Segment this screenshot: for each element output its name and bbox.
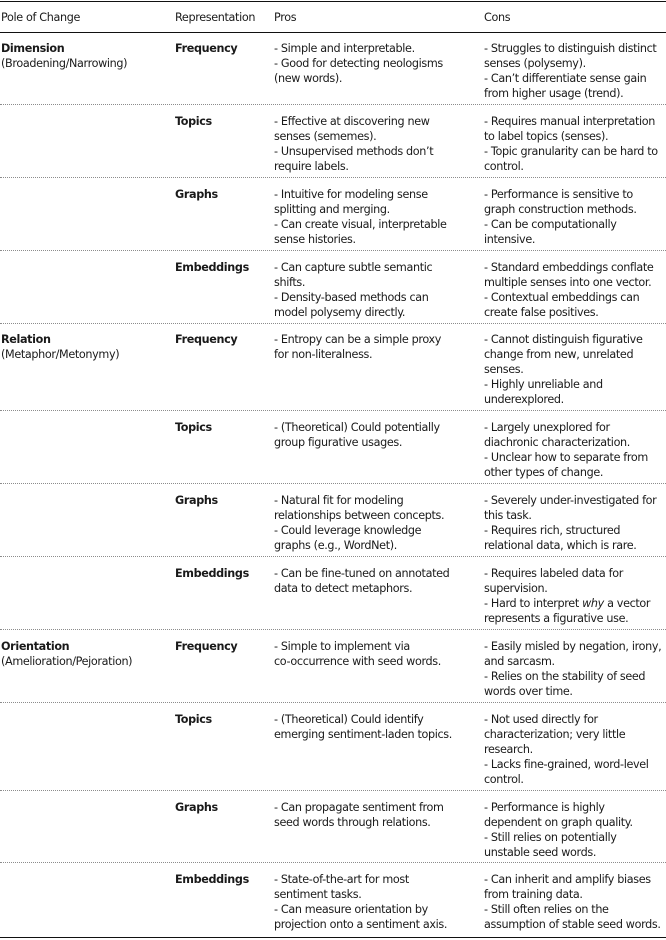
cons-line: - Still relies on potentially <box>484 831 617 844</box>
row-separator <box>0 410 666 411</box>
cons-line: intensive. <box>484 233 536 246</box>
cons-line <box>484 581 650 596</box>
cons-line: from training data. <box>484 888 583 901</box>
cons-line: multiple senses into one vector. <box>484 276 652 289</box>
header-rule <box>0 32 666 33</box>
pros-line: - Can capture subtle semantic <box>274 261 433 274</box>
cons-text: represents a figurative use. <box>484 612 629 625</box>
pros-line: projection onto a sentiment axis. <box>274 918 448 931</box>
pros-line: - Intuitive for modeling sense <box>274 188 428 201</box>
cons-line: - Unclear how to separate from <box>484 451 648 464</box>
cons-text: supervision. <box>484 582 548 595</box>
cons-line <box>484 611 650 626</box>
row-separator <box>0 483 666 484</box>
pros-cell <box>274 872 447 932</box>
cons-cell <box>484 566 650 626</box>
pros-line: - Can propagate sentiment from <box>274 801 444 814</box>
row-separator <box>0 629 666 630</box>
cons-line: - Not used directly for <box>484 713 598 726</box>
representation-label: Topics <box>175 421 212 434</box>
pros-cell <box>274 493 444 553</box>
row-separator <box>0 250 666 251</box>
cons-line: create false positives. <box>484 306 599 319</box>
bottom-rule <box>0 937 666 938</box>
representation-label: Graphs <box>175 188 218 201</box>
representation-label: Frequency <box>175 42 238 55</box>
pros-line: - Natural fit for modeling <box>274 494 404 507</box>
representation-label: Topics <box>175 115 212 128</box>
cons-line: research. <box>484 743 533 756</box>
pros-line: require labels. <box>274 160 349 173</box>
cons-cell <box>484 493 656 553</box>
pros-line: for non-literalness. <box>274 348 373 361</box>
cons-line: - Can’t differentiate sense gain <box>484 72 647 85</box>
cons-line: - Lacks fine-grained, word-level <box>484 758 649 771</box>
row-separator <box>0 790 666 791</box>
cons-line: change from new, unrelated <box>484 348 634 361</box>
cons-line: other types of change. <box>484 466 604 479</box>
pros-line: - Can be fine-tuned on annotated <box>274 567 450 580</box>
header-pros: Pros <box>274 11 297 24</box>
pros-line: - Simple and interpretable. <box>274 42 415 55</box>
cons-text: a vector <box>603 597 651 610</box>
cons-line: and sarcasm. <box>484 655 555 668</box>
cons-cell <box>484 639 661 699</box>
pole-cell <box>1 332 119 362</box>
cons-line: - Contextual embeddings can <box>484 291 640 304</box>
pros-line: co-occurrence with seed words. <box>274 655 441 668</box>
representation-label: Topics <box>175 713 212 726</box>
cons-line: - Performance is highly <box>484 801 605 814</box>
cons-line: - Relies on the stability of seed <box>484 670 646 683</box>
pros-line: sense histories. <box>274 233 356 246</box>
header-cons: Cons <box>484 11 511 24</box>
cons-line: words over time. <box>484 685 573 698</box>
pros-cell <box>274 332 441 362</box>
row-separator <box>0 104 666 105</box>
pros-line: group figurative usages. <box>274 436 403 449</box>
pros-cell <box>274 800 444 830</box>
pole-name: Orientation <box>1 640 70 653</box>
cons-line: - Highly unreliable and <box>484 378 603 391</box>
pros-cell <box>274 566 449 596</box>
pros-line: - Can create visual, interpretable <box>274 218 447 231</box>
cons-cell <box>484 800 633 860</box>
pole-cell <box>1 639 132 669</box>
pros-line: splitting and merging. <box>274 203 390 216</box>
row-separator <box>0 323 666 324</box>
pros-line: (new words). <box>274 72 343 85</box>
cons-line: diachronic characterization. <box>484 436 631 449</box>
pros-line: - Could leverage knowledge <box>274 524 422 537</box>
cons-cell <box>484 41 656 101</box>
cons-line: - Standard embeddings conflate <box>484 261 654 274</box>
pros-line: seed words through relations. <box>274 816 431 829</box>
pole-subtitle: (Amelioration/Pejoration) <box>1 655 133 668</box>
cons-line: senses (polysemy). <box>484 57 586 70</box>
cons-text: - Requires labeled data for <box>484 567 623 580</box>
cons-line: unstable seed words. <box>484 846 597 859</box>
cons-line: relational data, which is rare. <box>484 539 637 552</box>
cons-cell <box>484 260 653 320</box>
cons-line: this task. <box>484 509 532 522</box>
pros-cell <box>274 41 443 86</box>
representation-label: Embeddings <box>175 261 249 274</box>
cons-line: - Performance is sensitive to <box>484 188 633 201</box>
row-separator <box>0 862 666 863</box>
representation-label: Frequency <box>175 333 238 346</box>
pros-line: - State-of-the-art for most <box>274 873 409 886</box>
emphasis-text: why <box>582 597 604 610</box>
pros-line: - Effective at discovering new <box>274 115 430 128</box>
cons-cell <box>484 712 649 787</box>
cons-line: - Still often relies on the <box>484 903 609 916</box>
cons-cell <box>484 332 642 407</box>
pros-line: - Good for detecting neologisms <box>274 57 443 70</box>
header-pole: Pole of Change <box>1 11 81 24</box>
cons-line: - Can inherit and amplify biases <box>484 873 651 886</box>
representation-label: Embeddings <box>175 873 249 886</box>
cons-line: characterization; very little <box>484 728 626 741</box>
top-rule <box>0 1 666 2</box>
row-separator <box>0 556 666 557</box>
cons-line: underexplored. <box>484 393 564 406</box>
cons-cell <box>484 420 648 480</box>
cons-line: graph construction methods. <box>484 203 637 216</box>
cons-line: - Cannot distinguish figurative <box>484 333 643 346</box>
cons-line: - Requires manual interpretation <box>484 115 656 128</box>
pros-line: - Can measure orientation by <box>274 903 428 916</box>
pros-line: - Unsupervised methods don’t <box>274 145 434 158</box>
pole-subtitle: (Metaphor/Metonymy) <box>1 348 120 361</box>
representation-label: Embeddings <box>175 567 249 580</box>
pros-line: sentiment tasks. <box>274 888 362 901</box>
pros-line: relationships between concepts. <box>274 509 445 522</box>
cons-line: dependent on graph quality. <box>484 816 633 829</box>
cons-line <box>484 596 650 611</box>
cons-line: - Requires rich, structured <box>484 524 621 537</box>
cons-line: assumption of stable seed words. <box>484 918 661 931</box>
cons-text: - Hard to interpret <box>484 597 583 610</box>
pros-line: - (Theoretical) Could potentially <box>274 421 440 434</box>
pros-line: shifts. <box>274 276 306 289</box>
cons-line <box>484 566 650 581</box>
pros-line: senses (sememes). <box>274 130 377 143</box>
cons-line: - Severely under-investigated for <box>484 494 657 507</box>
representation-label: Graphs <box>175 494 218 507</box>
pros-cell <box>274 187 447 247</box>
representation-label: Graphs <box>175 801 218 814</box>
header-representation: Representation <box>175 11 256 24</box>
pros-cell <box>274 114 433 174</box>
pros-line: - Density-based methods can <box>274 291 429 304</box>
pros-line: - (Theoretical) Could identify <box>274 713 424 726</box>
pros-line: - Entropy can be a simple proxy <box>274 333 442 346</box>
cons-line: to label topics (senses). <box>484 130 609 143</box>
pole-cell <box>1 41 127 71</box>
cons-cell <box>484 187 637 247</box>
pros-line: emerging sentiment-laden topics. <box>274 728 452 741</box>
cons-line: - Topic granularity can be hard to <box>484 145 658 158</box>
cons-line: senses. <box>484 363 524 376</box>
pros-line: - Simple to implement via <box>274 640 410 653</box>
cons-line: - Struggles to distinguish distinct <box>484 42 657 55</box>
pros-cell <box>274 260 432 320</box>
cons-cell <box>484 872 661 932</box>
cons-line: control. <box>484 160 524 173</box>
pros-line: graphs (e.g., WordNet). <box>274 539 397 552</box>
pros-line: data to detect metaphors. <box>274 582 413 595</box>
cons-line: - Easily misled by negation, irony, <box>484 640 662 653</box>
pole-subtitle: (Broadening/Narrowing) <box>1 57 128 70</box>
pros-line: model polysemy directly. <box>274 306 406 319</box>
pole-name: Dimension <box>1 42 65 55</box>
cons-line: - Largely unexplored for <box>484 421 610 434</box>
pros-cell <box>274 420 440 450</box>
row-separator <box>0 702 666 703</box>
cons-cell <box>484 114 658 174</box>
cons-line: from higher usage (trend). <box>484 87 624 100</box>
pros-cell <box>274 639 441 669</box>
cons-line: control. <box>484 773 524 786</box>
representation-label: Frequency <box>175 640 238 653</box>
pros-cell <box>274 712 452 742</box>
row-separator <box>0 177 666 178</box>
pole-name: Relation <box>1 333 51 346</box>
cons-line: - Can be computationally <box>484 218 617 231</box>
